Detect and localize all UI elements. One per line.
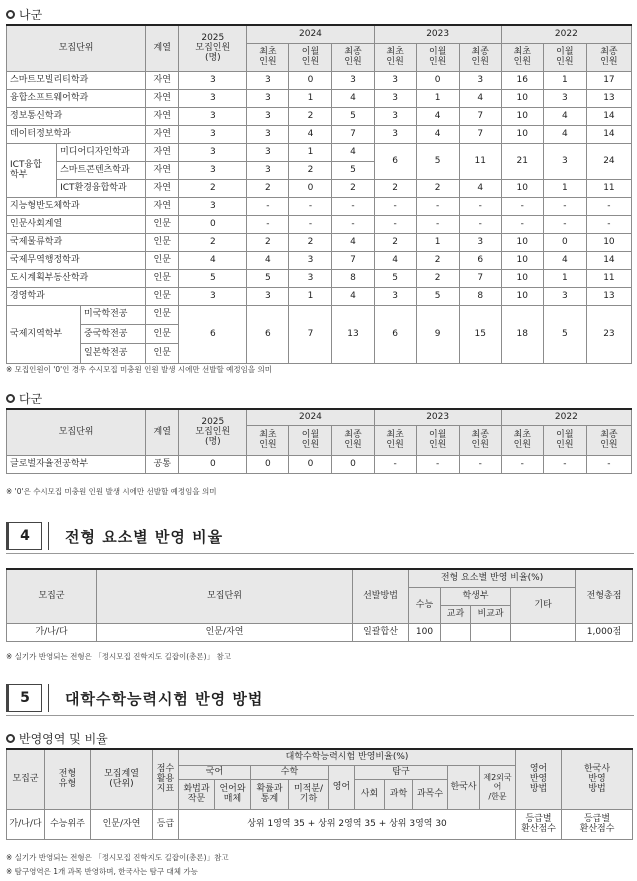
table-row: 가/나/다 수능위주 인문/자연 등급 상위 1영역 35 + 상위 2영역 35 + 상위 3영역 30 등급별 환산점수 등급별 환산점수 <box>7 809 633 839</box>
table-row: 국제무역행정학과 인문 4 4 3 7 4 2 6 10 4 14 <box>7 251 632 269</box>
chapter-title: 전형 요소별 반영 비율 <box>65 527 224 546</box>
chapter-number: 4 <box>6 522 42 550</box>
section-title-text: 나군 <box>19 8 43 22</box>
section-title-na <box>6 6 42 23</box>
table-row: 정보통신학과 자연 3 3 2 5 3 4 7 10 4 14 <box>7 107 632 125</box>
intl-group-cell: 국제지역학부 미국학전공 중국학전공 일본학전공 <box>7 305 146 363</box>
section-title-csat: 반영영역 및 비율 <box>6 730 108 747</box>
table-row: ICT환경융합학과 자연 2 2 0 2 2 2 4 10 1 11 <box>7 179 632 197</box>
da-note: ※ '0'은 수시모집 미충원 인원 발생 시에만 선발할 예정임을 의미 <box>6 487 217 496</box>
circle-bullet-icon <box>6 10 15 19</box>
da-table: 모집단위 계열 2025 모집인원 (명) 2024 2023 2022 최초 인원 이월 인원 최종 인원 최초 인원 이월 인원 최종 인원 최초 인원 이월 인원 최종 인원 글로벌자율전공학부 공통 0 0 0 0 - - - - - - <box>6 408 632 474</box>
table-row: 지능형반도체학과 자연 3 - - - - - - - - - <box>7 197 632 215</box>
table-row: 경영학과 인문 3 3 1 4 3 5 8 10 3 13 <box>7 287 632 305</box>
table-row: 인문사회계열 인문 0 - - - - - - - - - <box>7 215 632 233</box>
header-2024: 2024 <box>247 25 374 43</box>
chapter-5-header <box>6 680 634 716</box>
table-row: 가/나/다 인문/자연 일괄합산 100 1,000점 <box>7 623 633 641</box>
header-subrow: 최초 인원 이월 인원 최종 인원 최초 인원 이월 인원 최종 인원 최초 인원 이월 인원 최종 인원 <box>7 43 632 71</box>
na-table: 모집단위 계열 2025 모집인원 (명) 2024 2023 2022 최초 인원 이월 인원 최종 인원 최초 인원 이월 인원 최종 인원 최초 인원 이월 인원 최종 인원 스마트모빌리티학과 자연 3 3 0 3 3 0 3 16 1 17 융합소프트웨어학과 자연 3 3 1 4 3 1 4 10 3 13 정보통신학과 자연 3 3 2 5 3 4 7 10 4 14 데이터정보학과 자연 3 3 4 7 3 4 7 10 4 14 ICT융합 학부 미디어디자인학과 자연 3 3 1 4 6 5 11 21 3 24 스마트콘텐츠학과 자연 3 3 2 5 ICT환경융합학과 자연 2 2 0 2 2 2 4 10 1 11 지능형반도체학과 자연 3 - - - - - - - - - 인문사회계열 인문 0 - - - - - - - - - 국제물류학과 인문 2 2 2 4 2 1 3 10 0 10 국제무역행정학과 인문 4 4 3 7 4 2 6 10 4 14 도시계획부동산학과 인문 5 5 3 8 5 2 7 10 1 11 경영학과 인문 3 3 1 4 3 5 8 10 3 13 국제지역학부 미국학전공 중국학전공 일본학전공 인문 6 6 7 13 6 9 15 18 5 23 인문 인문 <box>6 24 632 364</box>
header-2022: 2022 <box>501 25 631 43</box>
header-2023: 2023 <box>374 25 501 43</box>
table-row: 도시계획부동산학과 인문 5 5 3 8 5 2 7 10 1 11 <box>7 269 632 287</box>
table-row: 글로벌자율전공학부 공통 0 0 0 0 - - - - - - <box>7 455 632 473</box>
table-row: 스마트모빌리티학과 자연 3 3 0 3 3 0 3 16 1 17 <box>7 71 632 89</box>
ict-group: ICT융합 학부 <box>7 143 57 197</box>
header-2025: 2025 모집인원 (명) <box>179 25 247 71</box>
circle-bullet-icon <box>6 394 15 403</box>
circle-bullet-icon <box>6 734 15 743</box>
table-row: 데이터정보학과 자연 3 3 4 7 3 4 7 10 4 14 <box>7 125 632 143</box>
table-row: 국제물류학과 인문 2 2 2 4 2 1 3 10 0 10 <box>7 233 632 251</box>
ratio-table: 모집군 모집단위 선발방법 전형 요소별 반영 비율(%) 전형총점 수능 학생부 기타 교과 비교과 가/나/다 인문/자연 일괄합산 100 1,000점 <box>6 568 633 642</box>
header-unit: 모집단위 <box>7 25 146 71</box>
section-title-da: 다군 <box>6 390 42 407</box>
csat-note-2: ※ 탐구영역은 1개 과목 반영하며, 한국사는 탐구 대체 가능 <box>6 867 198 876</box>
chapter-4-header <box>6 518 634 554</box>
chapter-number: 5 <box>6 684 42 712</box>
csat-note-1: ※ 실기가 반영되는 전형은 「정시모집 진학지도 길잡이(총론)」참고 <box>6 853 229 862</box>
header-type: 계열 <box>146 25 179 71</box>
table-row: 국제지역학부 미국학전공 중국학전공 일본학전공 인문 6 6 7 13 6 9 15 18 5 23 <box>7 305 632 324</box>
csat-table: 모집군 전형 유형 모집계열 (단위) 점수 활용 지표 대학수학능력시험 반영비율(%) 영어 반영 방법 한국사 반영 방법 국어 수학 영어 탐구 한국사 제2외국어 /한문 화법과 작문 언어와 매체 확률과 통계 미적분/ 기하 사회 과학 과목수 가/나/다 수능위주 인문/자연 등급 상위 1영역 35 + 상위 2영역 35 + 상위 3영역 30 등급별 환산점수 등급별 환산점수 <box>6 748 633 840</box>
table-row: 스마트콘텐츠학과 자연 3 3 2 5 <box>7 161 632 179</box>
ratio-note: ※ 실기가 반영되는 전형은 「정시모집 진학지도 길잡이(총론)」 참고 <box>6 652 231 661</box>
chapter-title: 대학수학능력시험 반영 방법 <box>65 689 264 708</box>
table-row: 융합소프트웨어학과 자연 3 3 1 4 3 1 4 10 3 13 <box>7 89 632 107</box>
na-note: ※ 모집인원이 '0'인 경우 수시모집 미충원 인원 발생 시에만 선발할 예정임을 의미 <box>6 365 272 374</box>
table-row: ICT융합 학부 미디어디자인학과 자연 3 3 1 4 6 5 11 21 3 24 <box>7 143 632 161</box>
